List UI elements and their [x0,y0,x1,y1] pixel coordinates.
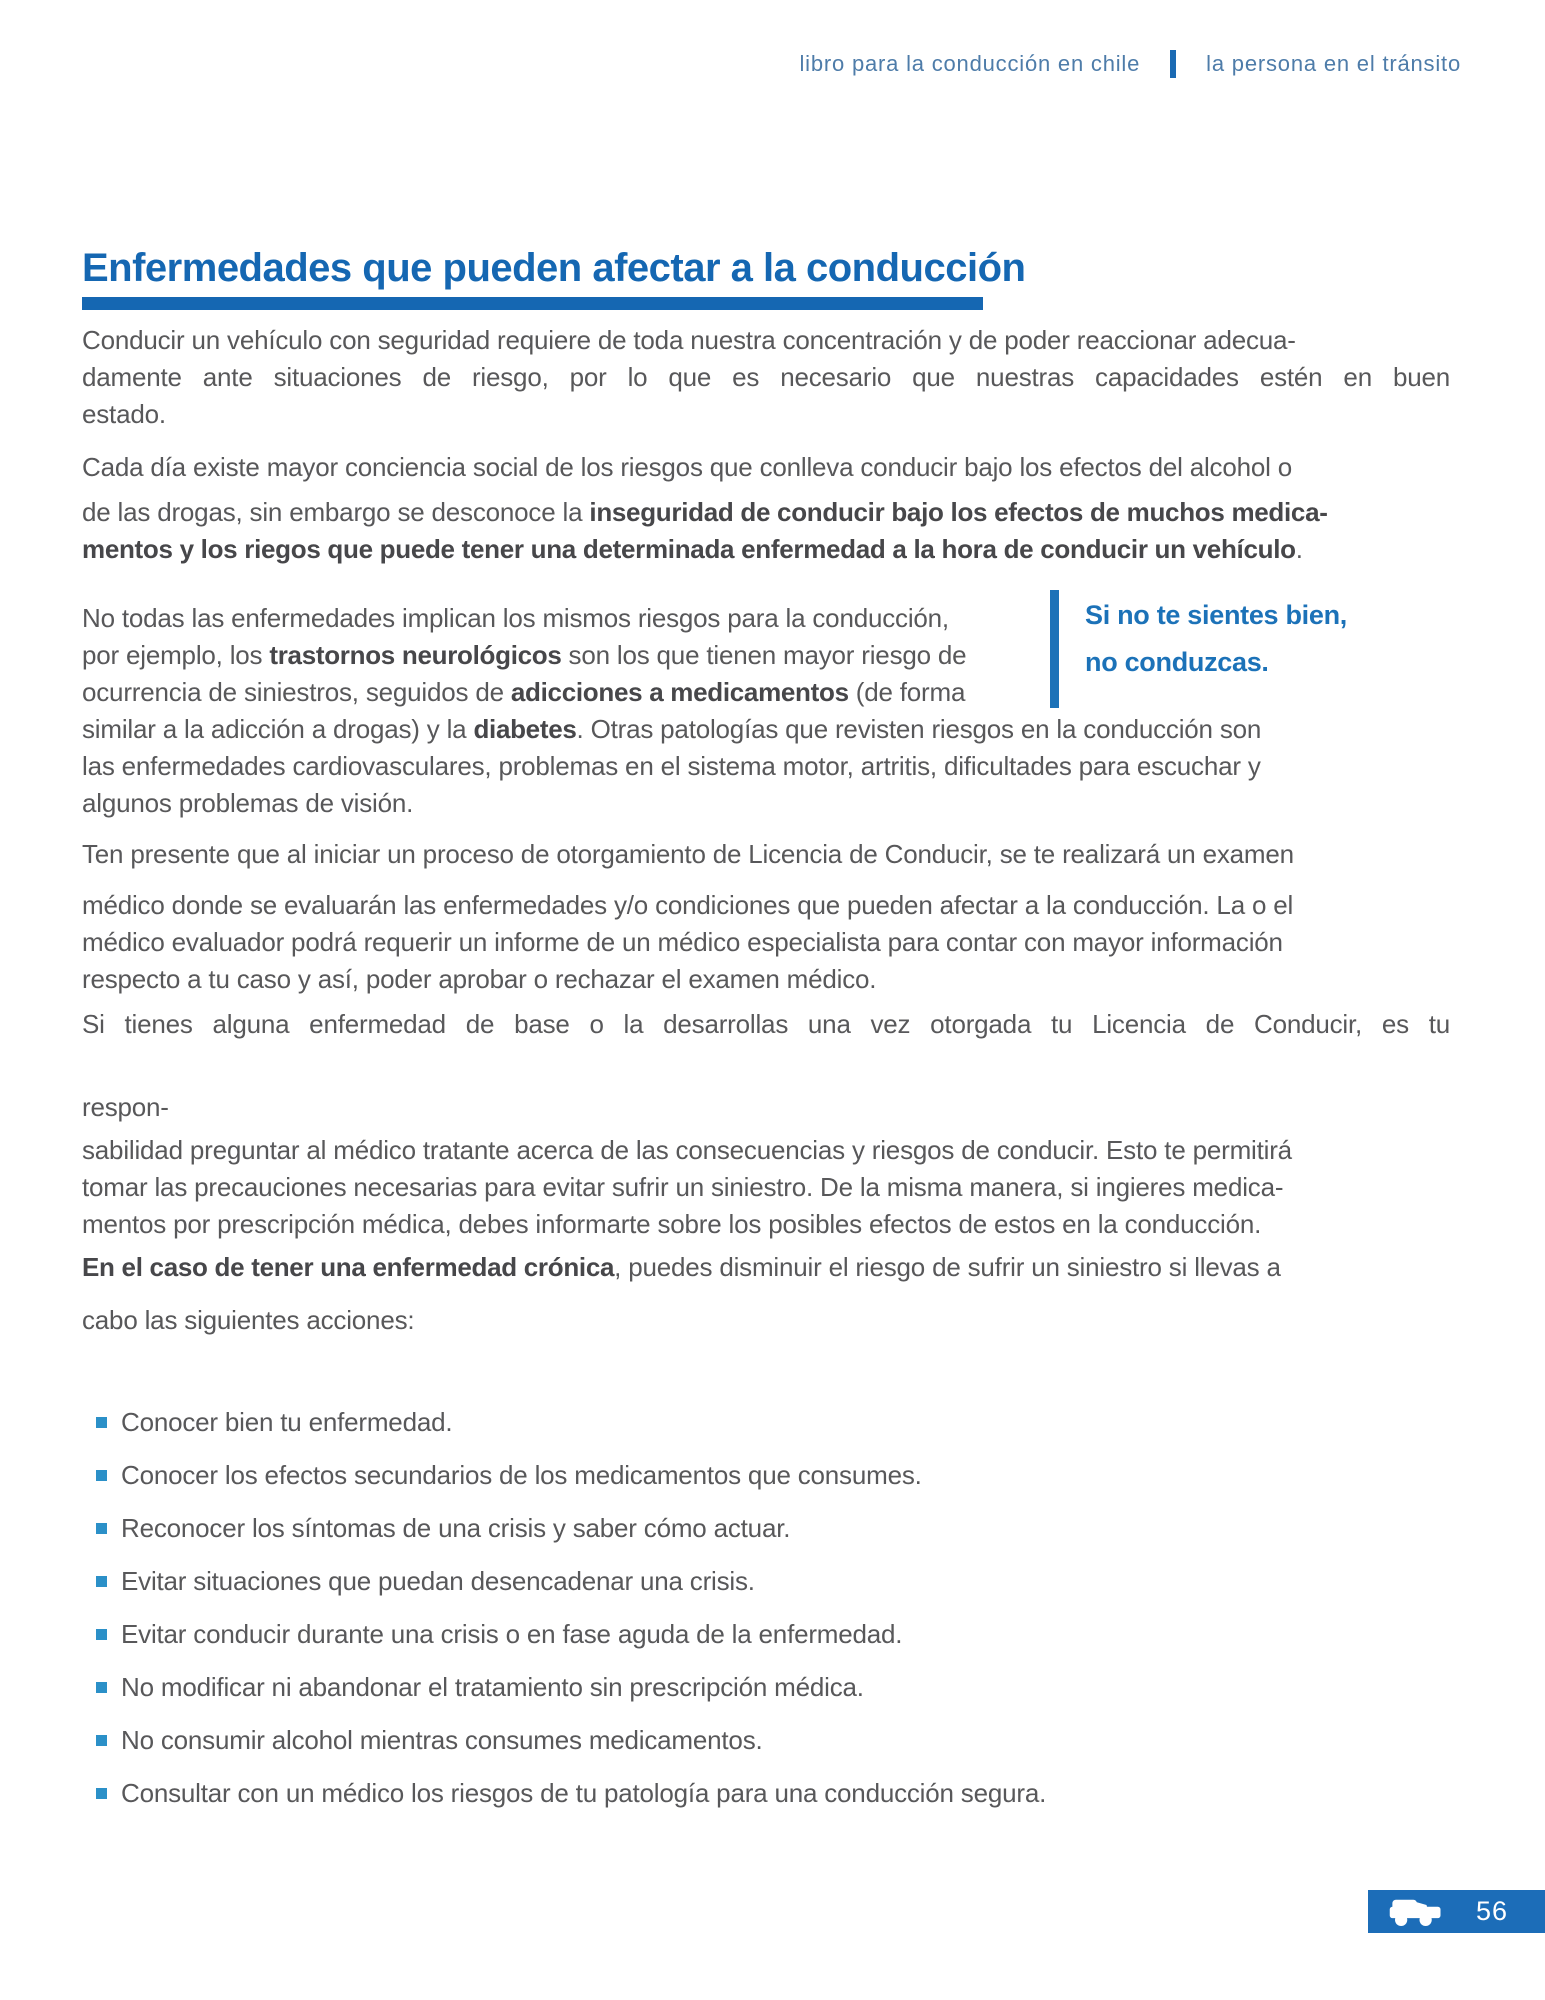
text-line: sabilidad preguntar al médico tratante acerca de las consecuencias y riesgos de conducir. Esto te permitirá [82,1135,1292,1165]
text-line: médico evaluador podrá requerir un informe de un médico especialista para contar con mayor información [82,927,1283,957]
paragraph-intro [82,322,1450,433]
text-line: algunos problemas de visión. [82,788,414,818]
text-line: cabo las siguientes acciones: [82,1305,415,1335]
square-bullet-icon [96,1523,107,1534]
square-bullet-icon [96,1470,107,1481]
text-line: de las drogas, sin embargo se desconoce la inseguridad de conducir bajo los efectos de muchos medica- [82,497,1328,527]
page-number-badge [1368,1890,1545,1933]
text-line: similar a la adicción a drogas) y la diabetes. Otras patologías que revisten riesgos en la conducción son [82,714,1262,744]
list-item [96,1462,1450,1489]
header-section-title: la persona en el tránsito [1206,51,1461,76]
text-line: mentos y los riegos que puede tener una determinada enfermedad a la hora de conducir un vehículo. [82,534,1303,564]
car-icon [1388,1897,1444,1927]
paragraph-riesgos-with-callout [82,600,1450,822]
list-item-text: Conocer bien tu enfermedad. [121,1407,453,1437]
text-line: En el caso de tener una enfermedad crónica, puedes disminuir el riesgo de sufrir un siniestro si llevas a [82,1252,1281,1282]
text-line: tomar las precauciones necesarias para evitar sufrir un siniestro. De la misma manera, si ingieres medica- [82,1172,1284,1202]
text-line: Ten presente que al iniciar un proceso de otorgamiento de Licencia de Conducir, se te realizará un examen [82,839,1294,869]
text-line: No todas las enfermedades implican los mismos riesgos para la conducción, [82,603,949,633]
square-bullet-icon [96,1629,107,1640]
text-line: estado. [82,399,166,429]
text-line: por ejemplo, los trastornos neurológicos son los que tienen mayor riesgo de [82,640,967,670]
list-item [96,1515,1450,1542]
square-bullet-icon [96,1788,107,1799]
square-bullet-icon [96,1735,107,1746]
square-bullet-icon [96,1417,107,1428]
text-line: respecto a tu caso y así, poder aprobar o rechazar el examen médico. [82,964,877,994]
list-item [96,1409,1450,1436]
list-item [96,1568,1450,1595]
header-book-title: libro para la conducción en chile [799,51,1141,76]
square-bullet-icon [96,1682,107,1693]
text-line: médico donde se evaluarán las enfermedades y/o condiciones que pueden afectar a la conducción. La o el [82,890,1294,920]
list-item-text: Reconocer los síntomas de una crisis y saber cómo actuar. [121,1513,791,1543]
title-underline [82,297,983,310]
paragraph-enfermedad-cronica [82,1249,1450,1339]
page-header [799,50,1461,78]
body-content [82,322,1450,1833]
text-line: las enfermedades cardiovasculares, problemas en el sistema motor, artritis, dificultades para escuchar y [82,751,1261,781]
list-item-text: Evitar situaciones que puedan desencadenar una crisis. [121,1566,755,1596]
square-bullet-icon [96,1576,107,1587]
list-item [96,1780,1450,1807]
page-number: 56 [1476,1896,1509,1926]
text-line: Si tienes alguna enfermedad de base o la desarrollas una vez otorgada tu Licencia de Conducir, es tu [82,1009,1450,1039]
list-item [96,1621,1450,1648]
list-item-text: No modificar ni abandonar el tratamiento sin prescripción médica. [121,1672,864,1702]
callout-text [1059,590,1347,708]
text-line: Conducir un vehículo con seguridad requiere de toda nuestra concentración y de poder reaccionar adecua- [82,325,1296,355]
text-line: respon- [82,1092,169,1122]
actions-list [82,1409,1450,1807]
paragraph-conciencia [82,449,1450,568]
list-item-text: Conocer los efectos secundarios de los medicamentos que consumes. [121,1460,922,1490]
header-separator-bar [1170,50,1176,78]
text-line: damente ante situaciones de riesgo, por lo que es necesario que nuestras capacidades estén en buen [82,362,1450,392]
list-item-text: No consumir alcohol mientras consumes medicamentos. [121,1725,763,1755]
text-line: mentos por prescripción médica, debes informarte sobre los posibles efectos de estos en la conducción. [82,1209,1262,1239]
callout-line: no conduzcas. [1085,647,1269,677]
text-line: Cada día existe mayor conciencia social de los riesgos que conlleva conducir bajo los efectos del alcohol o [82,452,1292,482]
list-item [96,1727,1450,1754]
list-item-text: Consultar con un médico los riesgos de tu patología para una conducción segura. [121,1778,1047,1808]
paragraph-examen-medico [82,836,1450,998]
callout-line: Si no te sientes bien, [1085,600,1347,630]
page-title: Enfermedades que pueden afectar a la conducción [82,246,1026,290]
callout-quote [1050,590,1450,690]
list-item [96,1674,1450,1701]
text-line: ocurrencia de siniestros, seguidos de adicciones a medicamentos (de forma [82,677,966,707]
callout-accent-bar [1050,590,1059,708]
list-item-text: Evitar conducir durante una crisis o en fase aguda de la enfermedad. [121,1619,903,1649]
paragraph-responsabilidad [82,1006,1450,1243]
